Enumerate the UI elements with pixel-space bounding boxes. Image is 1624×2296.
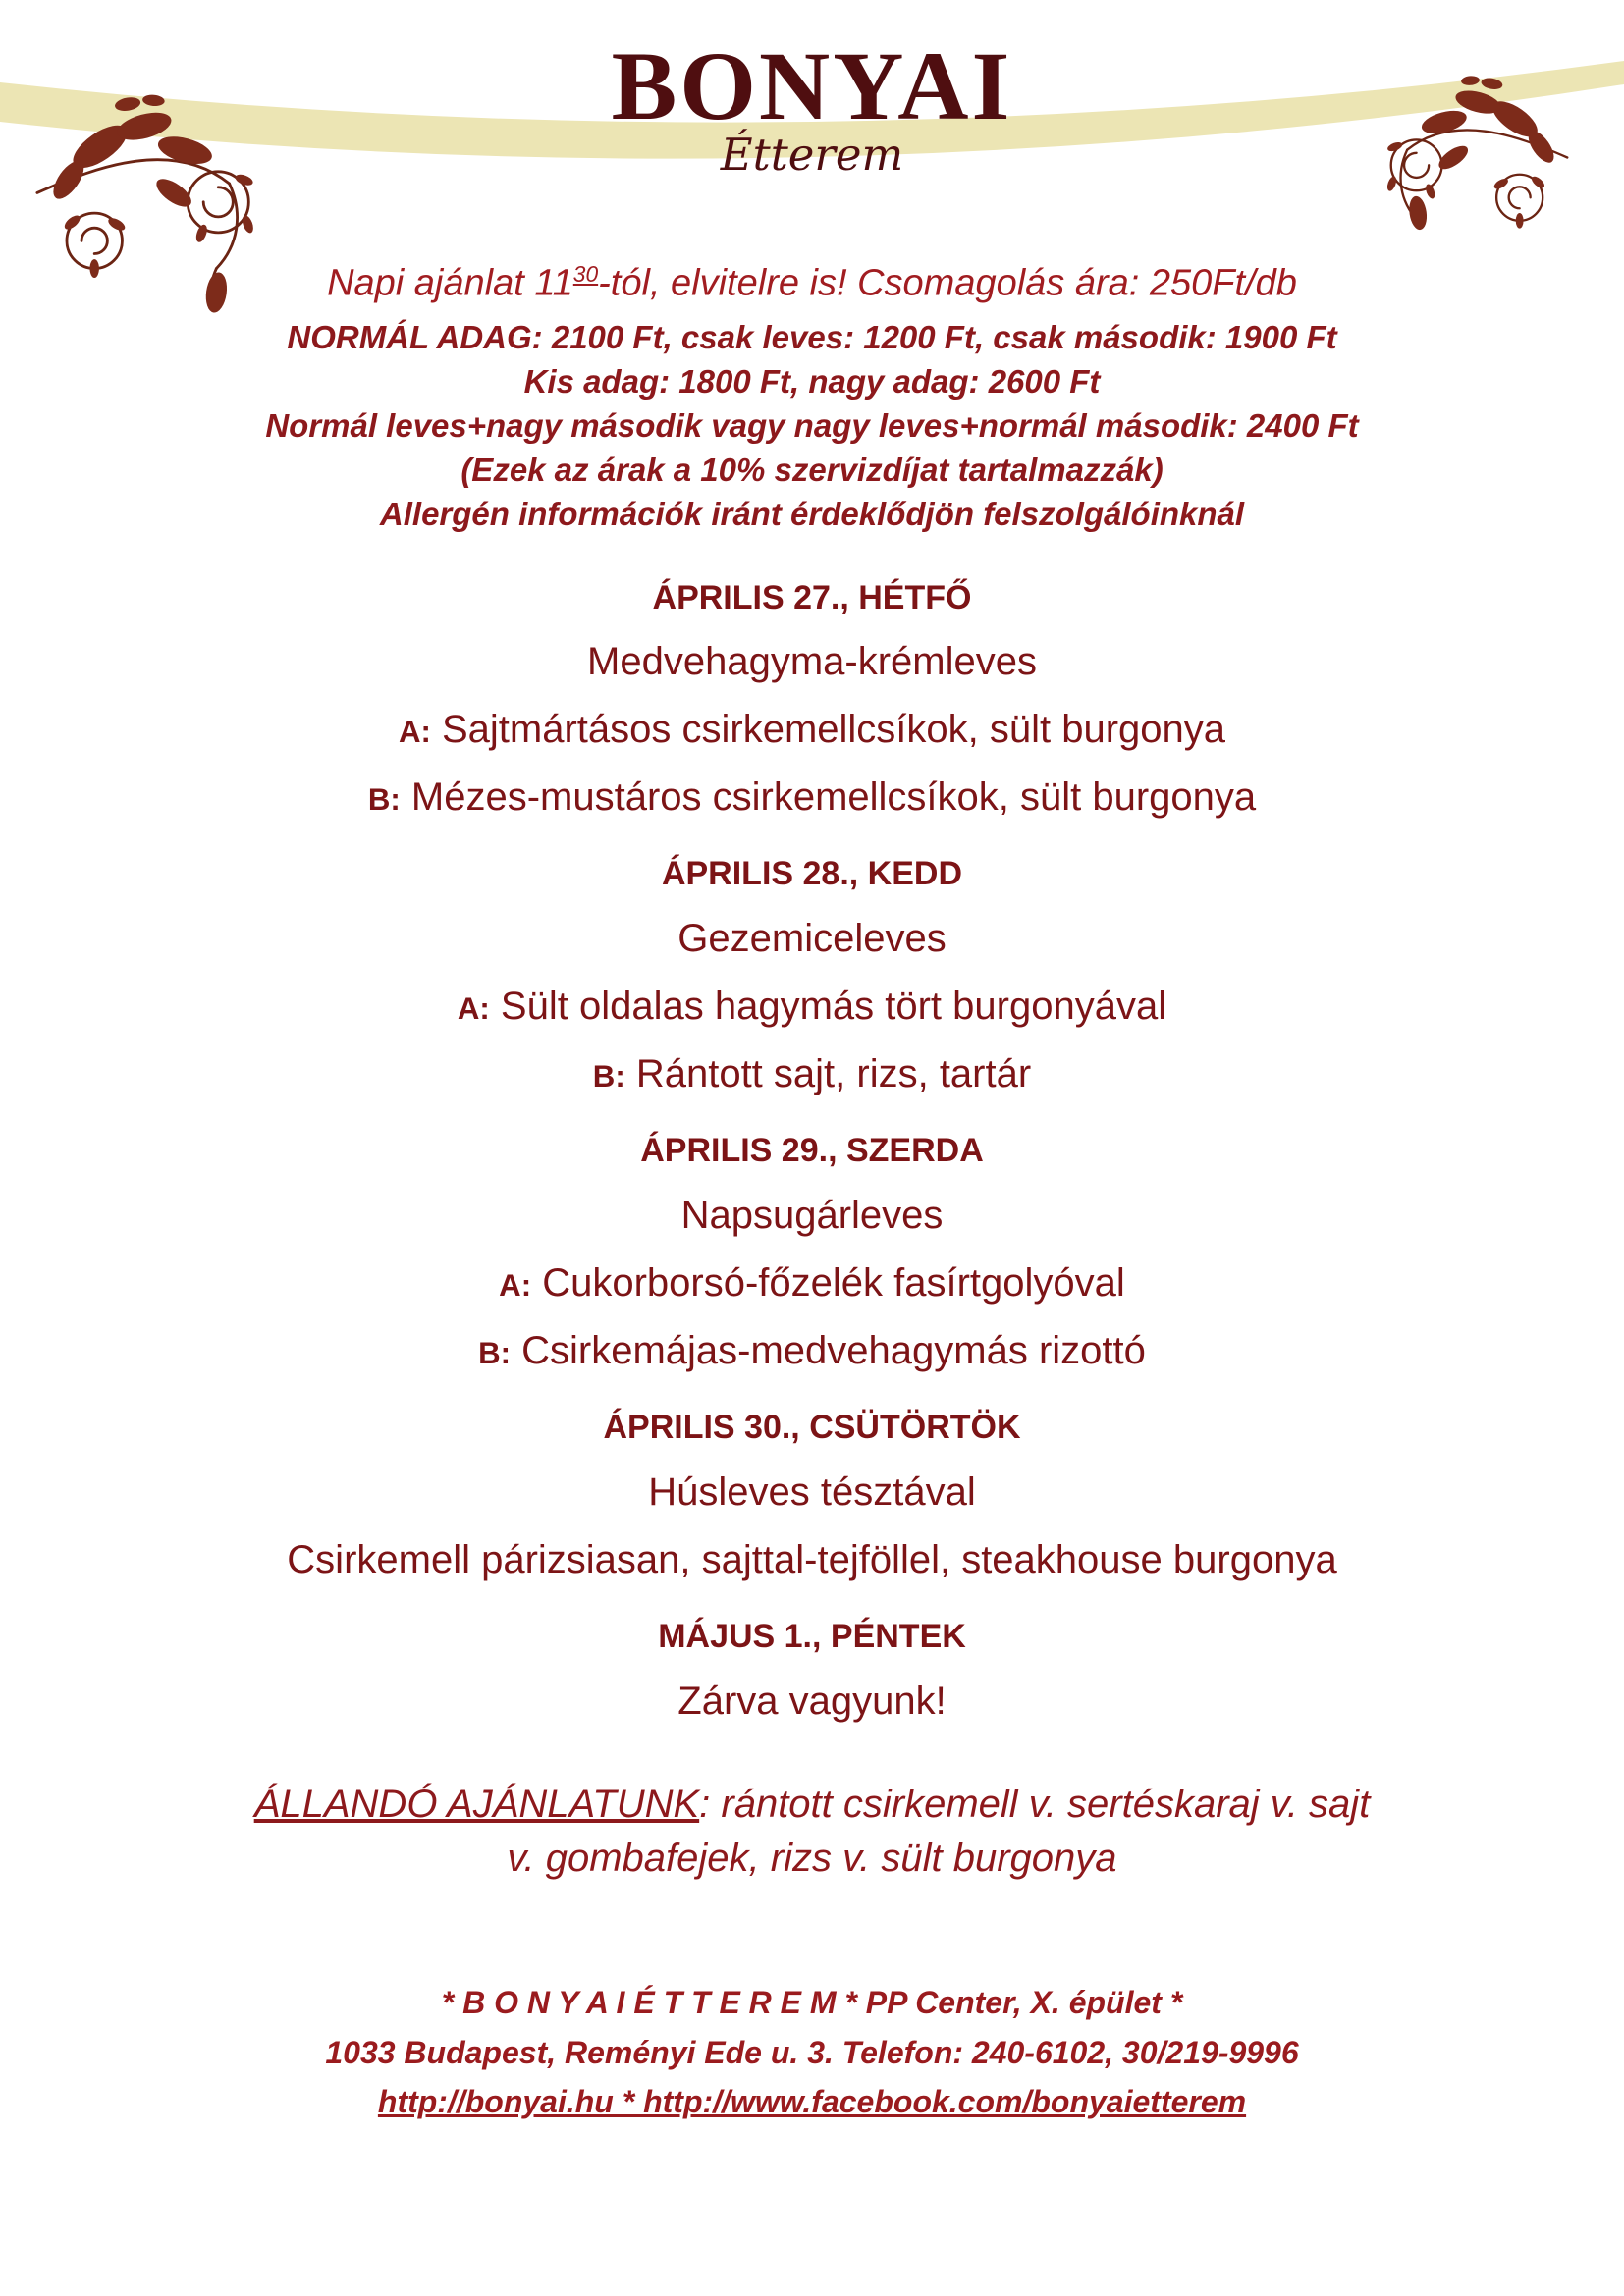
website-links[interactable]: http://bonyai.hu * http://www.facebook.com/bonyaietterem xyxy=(377,2084,1247,2120)
dish-text: Csirkemájas-medvehagymás rizottó xyxy=(511,1329,1146,1373)
headline-post: -tól, elvitelre is! Csomagolás ára: 250Ft/db xyxy=(598,262,1297,304)
service-fee-note: (Ezek az árak a 10% szervizdíjat tartalmazzák) xyxy=(460,451,1164,488)
pricing-line: Normál leves+nagy második vagy nagy leves+normál második: 2400 Ft xyxy=(265,407,1359,444)
dish-b-line xyxy=(233,774,1391,821)
permanent-offer xyxy=(243,1778,1381,1886)
allergen-note: Allergén információk iránt érdeklődjön felszolgálóinknál xyxy=(379,495,1245,532)
dish-prefix: A: xyxy=(398,715,431,750)
brand xyxy=(0,31,1624,181)
day-section-monday xyxy=(0,578,1624,822)
dish-prefix: A: xyxy=(457,991,490,1027)
dish-prefix: A: xyxy=(499,1268,532,1304)
day-header: ÁPRILIS 27., HÉTFŐ xyxy=(652,578,972,616)
permanent-offer-text: : rántott csirkemell v. sertéskaraj v. sajt v. gombafejek, rizs v. sült burgonya xyxy=(507,1782,1371,1880)
day-header: MÁJUS 1., PÉNTEK xyxy=(658,1617,966,1655)
day-section-wednesday xyxy=(0,1131,1624,1374)
dish-text: Rántott sajt, rizs, tartár xyxy=(624,1052,1032,1096)
pricing-line: NORMÁL ADAG: 2100 Ft, csak leves: 1200 Ft, csak második: 1900 Ft xyxy=(287,319,1337,356)
dish-text: Sült oldalas hagymás tört burgonyával xyxy=(489,985,1167,1029)
dish-text: Csirkemell párizsiasan, sajttal-tejföllel, steakhouse burgonya xyxy=(287,1537,1337,1581)
dish-prefix: B: xyxy=(367,782,401,818)
soup-line xyxy=(233,1468,1391,1516)
day-header: ÁPRILIS 29., SZERDA xyxy=(640,1132,984,1170)
day-section-thursday xyxy=(0,1408,1624,1583)
soup-line xyxy=(233,1192,1391,1239)
soup-line xyxy=(233,638,1391,685)
headline-pre: Napi ajánlat 11 xyxy=(327,262,573,304)
dish-text: Mézes-mustáros csirkemellcsíkok, sült burgonya xyxy=(400,775,1257,820)
headline-superscript: 30 xyxy=(572,261,599,287)
dish-b-line xyxy=(233,1327,1391,1374)
brand-subtitle: Étterem xyxy=(720,129,904,181)
pricing-info xyxy=(0,316,1624,536)
address-phone-line: 1033 Budapest, Reményi Ede u. 3. Telefon: 240-6102, 30/219-9996 xyxy=(325,2034,1299,2070)
day-section-friday xyxy=(0,1617,1624,1725)
dish-text: Gezemiceleves xyxy=(677,917,947,961)
dish-text: Húsleves tésztával xyxy=(648,1469,976,1514)
dish-a-line xyxy=(233,1259,1391,1307)
pricing-line: Kis adag: 1800 Ft, nagy adag: 2600 Ft xyxy=(523,363,1101,400)
dish-text: Sajtmártásos csirkemellcsíkok, sült burgonya xyxy=(430,708,1226,752)
closed-notice xyxy=(233,1678,1391,1725)
header xyxy=(0,0,1624,247)
brand-name: BONYAI xyxy=(611,31,1013,140)
dish-prefix: B: xyxy=(478,1336,512,1371)
day-section-tuesday xyxy=(0,854,1624,1097)
dish-prefix: B: xyxy=(592,1059,625,1095)
dish-a-line xyxy=(233,706,1391,753)
dish-text: Zárva vagyunk! xyxy=(677,1679,947,1723)
main-dish-line xyxy=(233,1536,1391,1583)
dish-a-line xyxy=(233,983,1391,1030)
menu-content xyxy=(0,261,1624,2127)
dish-b-line xyxy=(233,1050,1391,1097)
day-header: ÁPRILIS 30., CSÜTÖRTÖK xyxy=(603,1409,1021,1447)
day-header: ÁPRILIS 28., KEDD xyxy=(661,855,963,893)
footer xyxy=(0,1978,1624,2127)
restaurant-name-line: * B O N Y A I É T T E R E M * PP Center, X. épület * xyxy=(441,1984,1183,2020)
dish-text: Napsugárleves xyxy=(680,1194,944,1238)
dish-text: Cukorborsó-főzelék fasírtgolyóval xyxy=(531,1261,1125,1306)
soup-line xyxy=(233,915,1391,962)
dish-text: Medvehagyma-krémleves xyxy=(587,640,1037,684)
permanent-offer-label: ÁLLANDÓ AJÁNLATUNK xyxy=(253,1782,700,1826)
